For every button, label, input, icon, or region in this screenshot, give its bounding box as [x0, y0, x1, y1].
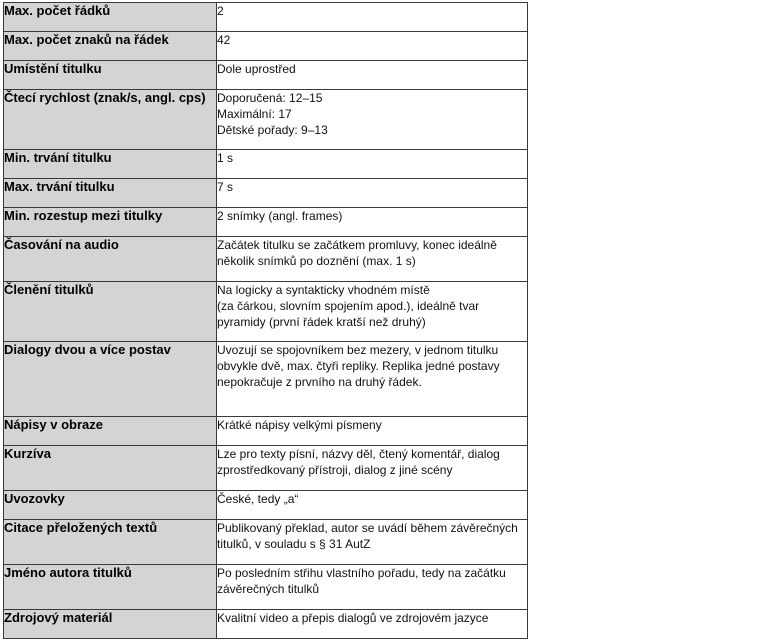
table-body — [4, 3, 528, 639]
value-text: Po posledním střihu vlastního pořadu, tedy na začátku závěrečných titulků — [217, 566, 506, 596]
row-value — [217, 282, 528, 342]
row-value — [217, 208, 528, 237]
table-row — [4, 342, 528, 417]
row-label: Čtecí rychlost (znak/s, angl. cps) — [4, 90, 217, 150]
table-row — [4, 208, 528, 237]
row-label: Max. trvání titulku — [4, 179, 217, 208]
table-row — [4, 61, 528, 90]
table-row — [4, 491, 528, 520]
table-row — [4, 3, 528, 32]
table-row — [4, 179, 528, 208]
row-value — [217, 179, 528, 208]
row-value — [217, 150, 528, 179]
row-value — [217, 342, 528, 417]
value-line: Maximální: 17 — [217, 107, 292, 121]
row-value — [217, 237, 528, 282]
table-row — [4, 150, 528, 179]
row-label: Max. počet řádků — [4, 3, 217, 32]
row-value — [217, 446, 528, 491]
table-row — [4, 417, 528, 446]
row-value — [217, 61, 528, 90]
table-row — [4, 32, 528, 61]
value-line: Dětské pořady: 9–13 — [217, 123, 328, 137]
value-line: 2 snímky (angl. frames) — [217, 209, 343, 223]
row-label: Min. rozestup mezi titulky — [4, 208, 217, 237]
table-row — [4, 90, 528, 150]
value-line: Doporučená: 12–15 — [217, 91, 323, 105]
row-value — [217, 3, 528, 32]
row-label: Jméno autora titulků — [4, 565, 217, 610]
row-value — [217, 565, 528, 610]
value-line: Na logicky a syntakticky vhodném místě — [217, 283, 430, 297]
row-value — [217, 90, 528, 150]
value-line: Dole uprostřed — [217, 62, 296, 76]
table-row — [4, 610, 528, 639]
row-value — [217, 491, 528, 520]
row-label: Max. počet znaků na řádek — [4, 32, 217, 61]
table-row — [4, 565, 528, 610]
row-value — [217, 520, 528, 565]
value-line: 42 — [217, 33, 231, 47]
table-row — [4, 446, 528, 491]
row-value — [217, 610, 528, 639]
value-text: Začátek titulku se začátkem promluvy, konec ideálně několik snímků po doznění (max. 1 s) — [217, 238, 497, 268]
row-label: Časování na audio — [4, 237, 217, 282]
value-line: 7 s — [217, 180, 234, 194]
row-label: Kurzíva — [4, 446, 217, 491]
value-line: 2 — [217, 4, 224, 18]
table-row — [4, 237, 528, 282]
row-label: Min. trvání titulku — [4, 150, 217, 179]
value-line: 1 s — [217, 151, 234, 165]
value-line: České, tedy „a“ — [217, 492, 299, 506]
row-label: Členění titulků — [4, 282, 217, 342]
row-label: Dialogy dvou a více postav — [4, 342, 217, 417]
row-label: Zdrojový materiál — [4, 610, 217, 639]
row-label: Nápisy v obraze — [4, 417, 217, 446]
row-label: Uvozovky — [4, 491, 217, 520]
value-text: (za čárkou, slovním spojením apod.), ideálně tvar pyramidy (první řádek kratší než druhý) — [217, 299, 480, 329]
subtitle-guidelines-table — [3, 2, 528, 639]
row-label: Umístění titulku — [4, 61, 217, 90]
row-value — [217, 32, 528, 61]
value-text: Lze pro texty písní, názvy děl, čtený komentář, dialog zprostředkovaný přístroji, dialog z jiné scény — [217, 447, 500, 477]
row-label: Citace přeložených textů — [4, 520, 217, 565]
table-row — [4, 520, 528, 565]
row-value — [217, 417, 528, 446]
value-text: Uvozují se spojovníkem bez mezery, v jednom titulku obvykle dvě, max. čtyři repliky. Replika jedné postavy nepokračuje z prvního na druhý řádek. — [217, 343, 500, 389]
value-line: Kvalitní video a přepis dialogů ve zdrojovém jazyce — [217, 611, 489, 625]
value-line: Krátké nápisy velkými písmeny — [217, 418, 382, 432]
table-row — [4, 282, 528, 342]
value-text: Publikovaný překlad, autor se uvádí během závěrečných titulků, v souladu s § 31 AutZ — [217, 521, 518, 551]
